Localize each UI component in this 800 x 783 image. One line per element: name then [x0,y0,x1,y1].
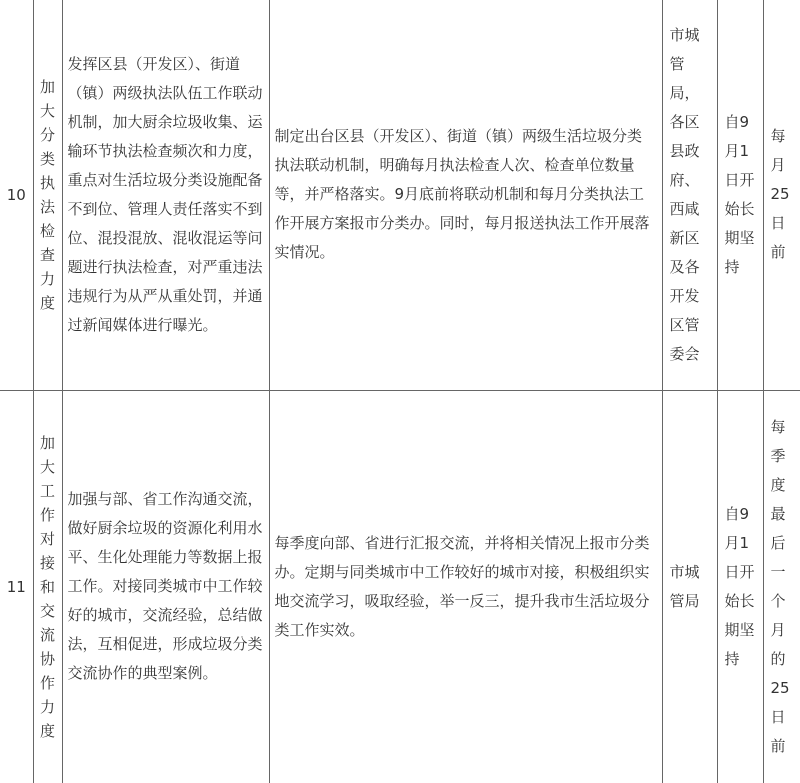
task-name: 加大分类执法检查力度 [33,0,62,390]
completion-time: 自9月1日开始长期坚持 [717,0,763,390]
task-measures: 每季度向部、省进行汇报交流，并将相关情况上报市分类办。定期与同类城市中工作较好的城市对接，积极组织实地交流学习，吸取经验，举一反三，提升我市生活垃圾分类工作实效。 [269,390,662,783]
report-deadline: 每月25日前 [763,0,800,390]
table-row [0,0,800,390]
task-content: 发挥区县（开发区）、街道（镇）两级执法队伍工作联动机制，加大厨余垃圾收集、运输环节执法检查频次和力度，重点对生活垃圾分类设施配备不到位、管理人责任落实不到位、混投混放、混收混运等问题进行执法检查，对严重违法违规行为从严从重处罚，并通过新闻媒体进行曝光。 [62,0,269,390]
task-content: 加强与部、省工作沟通交流，做好厨余垃圾的资源化利用水平、生化处理能力等数据上报工作。对接同类城市中工作较好的城市，交流经验，总结做法，互相促进，形成垃圾分类交流协作的典型案例。 [62,390,269,783]
task-name: 加大工作对接和交流协作力度 [33,390,62,783]
report-deadline: 每季度最后一个月的25日前 [763,390,800,783]
completion-time: 自9月1日开始长期坚持 [717,390,763,783]
table-row [0,390,800,783]
row-number: 10 [0,0,33,390]
responsible-department: 市城管局 [662,390,717,783]
responsible-department: 市城管局，各区县政府、西咸新区及各开发区管委会 [662,0,717,390]
row-number: 11 [0,390,33,783]
task-measures: 制定出台区县（开发区）、街道（镇）两级生活垃圾分类执法联动机制，明确每月执法检查人次、检查单位数量等，并严格落实。9月底前将联动机制和每月分类执法工作开展方案报市分类办。同时，每月报送执法工作开展落实情况。 [269,0,662,390]
